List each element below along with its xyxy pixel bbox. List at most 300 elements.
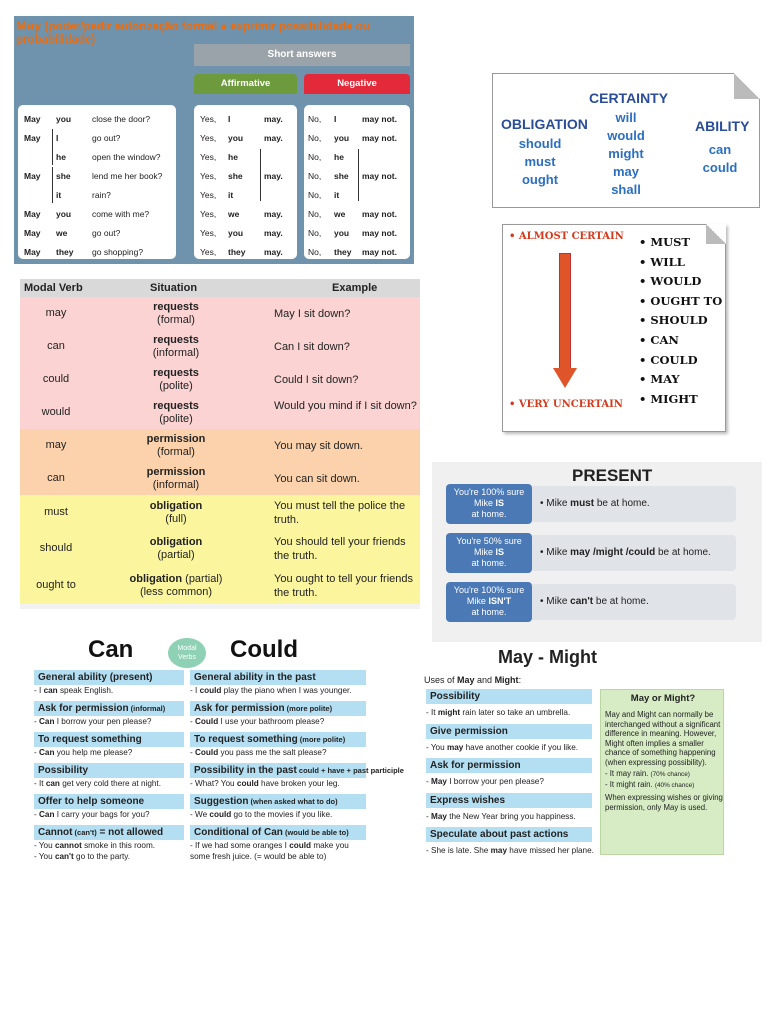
- answer-subject: she: [334, 171, 349, 181]
- affirmative-header: Affirmative: [194, 74, 297, 94]
- ability-heading: ABILITY: [695, 118, 750, 134]
- text-part: have broken your leg.: [258, 779, 340, 788]
- bold-word: IS: [495, 498, 505, 508]
- question-rest: go out?: [92, 228, 121, 238]
- text-part: - We: [190, 810, 210, 819]
- text-part: smoke in this room.: [81, 841, 156, 850]
- answer-verb: may.: [264, 114, 283, 124]
- text-part: - I: [34, 686, 44, 695]
- ability-word: can: [708, 142, 732, 157]
- example-cell: Would you mind if I sit down?: [274, 399, 417, 412]
- affirmative-row: [194, 226, 297, 240]
- bold-word: Can: [39, 717, 55, 726]
- answer-verb: may.: [264, 228, 283, 238]
- no-word: No,: [308, 133, 322, 143]
- section-heading: Possibility: [426, 689, 592, 704]
- yes-word: Yes,: [200, 190, 217, 200]
- question-rest: close the door?: [92, 114, 151, 124]
- section-heading: Give permission: [426, 724, 592, 739]
- answer-subject: you: [228, 133, 244, 143]
- question-row: [18, 150, 176, 164]
- answer-subject: I: [228, 114, 231, 124]
- affirmative-row: [194, 245, 297, 259]
- bold-word: May: [431, 811, 447, 821]
- situation-cell: [112, 400, 240, 426]
- situation-cell: [112, 536, 240, 562]
- question-modal: May: [24, 209, 41, 219]
- table-row: [20, 429, 420, 462]
- text-part: and: [474, 675, 495, 685]
- example-line: [34, 810, 150, 820]
- answer-verb: may.: [264, 133, 283, 143]
- situation-cell: [112, 301, 240, 327]
- heading-text: Ask for permission: [194, 703, 285, 714]
- scale-item: • MAY: [639, 372, 680, 387]
- section-heading: [34, 732, 184, 747]
- explanation-text: May and Might can normally be interchanged without a significant difference in meaning. However, Might often implies a smaller chance of something happening (when expressing possibility).: [605, 710, 721, 767]
- certainty-word: might: [608, 146, 644, 161]
- example-line: [426, 777, 544, 786]
- bold-word: could: [236, 779, 259, 788]
- condition-line: You're 100% sure: [453, 487, 525, 497]
- table-row: [20, 462, 420, 495]
- situation-cell: [112, 466, 240, 492]
- certainty-heading: CERTAINTY: [589, 90, 669, 106]
- text-part: - She is late. She: [426, 846, 491, 855]
- question-rest: lend me her book?: [92, 171, 163, 181]
- bold-word: can: [43, 686, 58, 695]
- situation-main: permission: [146, 465, 206, 478]
- question-subject: she: [56, 171, 71, 181]
- brace-line: [260, 149, 261, 201]
- section-heading: [190, 670, 366, 685]
- almost-certain-label: • ALMOST CERTAIN: [509, 231, 624, 242]
- section-heading: [190, 732, 366, 747]
- bold-word: can't: [54, 851, 74, 861]
- example-line: [190, 810, 332, 820]
- may-title-word: May: [16, 18, 42, 33]
- condition-line: [446, 498, 532, 509]
- certainty-scale-panel: [502, 224, 726, 432]
- answer-subject: you: [334, 133, 350, 143]
- bold-word: could: [209, 810, 232, 819]
- present-condition: [446, 582, 532, 622]
- condition-line: [446, 547, 532, 558]
- bold-word: Can: [39, 810, 55, 819]
- section-heading: [34, 794, 184, 809]
- answer-verb: may not.: [362, 228, 397, 238]
- situation-main: obligation: [149, 536, 203, 548]
- bold-word: Might: [494, 675, 519, 685]
- example-line: [190, 748, 327, 758]
- text-part: - It: [34, 779, 46, 788]
- answer-subject: she: [228, 171, 243, 181]
- text-part: -: [34, 717, 40, 726]
- text-part: - I: [190, 686, 200, 695]
- header-example: Example: [332, 282, 378, 294]
- question-row: [18, 112, 176, 126]
- example-line: [190, 717, 324, 727]
- section-heading: Speculate about past actions: [426, 827, 592, 842]
- situation-detail: (less common): [139, 585, 213, 598]
- arrow-head-icon: [553, 368, 577, 388]
- text-part: :: [518, 675, 522, 685]
- question-row: [18, 245, 176, 259]
- text-part: have missed her plane.: [507, 846, 594, 855]
- scale-item: • COULD: [639, 352, 698, 367]
- text-part: Mike: [473, 498, 496, 508]
- negative-row: [304, 169, 410, 183]
- scale-item: • OUGHT TO: [639, 293, 723, 308]
- text-part: -: [426, 777, 432, 786]
- text-part: the New Year bring you happiness.: [446, 811, 576, 821]
- certainty-word: will: [615, 110, 637, 125]
- text-part: -: [426, 811, 432, 821]
- yes-word: Yes,: [200, 171, 217, 181]
- modal-verbs-badge: Modal Verbs: [168, 638, 206, 668]
- modal-verb-cell: ought to: [36, 578, 76, 591]
- answer-verb: may not.: [362, 247, 397, 257]
- answer-subject: they: [228, 247, 246, 257]
- heading-note: (informal): [128, 704, 166, 713]
- box-example: [605, 780, 723, 791]
- section-heading: [190, 701, 366, 716]
- scale-item: • MIGHT: [639, 391, 698, 406]
- example-cell: You should tell your friends the truth.: [274, 536, 406, 562]
- question-modal: May: [24, 133, 41, 143]
- heading-text: Offer to help someone: [38, 796, 145, 807]
- section-heading: [34, 701, 184, 716]
- obligation-heading: OBLIGATION: [501, 116, 588, 132]
- heading-text: Ask for permission: [38, 703, 129, 714]
- heading-note: (more polite): [297, 735, 346, 744]
- condition-line: You're 50% sure: [456, 536, 522, 546]
- heading-text: To request something: [38, 734, 142, 745]
- situation-main: requests: [153, 300, 199, 313]
- text-part: • Mike: [540, 596, 571, 607]
- text-part: - You: [34, 841, 55, 850]
- section-heading: Express wishes: [426, 793, 592, 808]
- present-title: PRESENT: [572, 466, 653, 485]
- text-part: I use your bathroom please?: [218, 717, 325, 726]
- obligation-word: should: [518, 136, 562, 151]
- certainty-word: shall: [611, 182, 641, 197]
- condition-line: at home.: [471, 607, 507, 617]
- heading-note: (when asked what to do): [248, 797, 338, 806]
- may-might-title: May - Might: [498, 647, 597, 667]
- yes-word: Yes,: [200, 114, 217, 124]
- negative-row: [304, 131, 410, 145]
- question-rest: open the window?: [92, 152, 161, 162]
- answer-subject: it: [334, 190, 340, 200]
- section-heading: [190, 794, 366, 809]
- example-line: [426, 846, 594, 855]
- situation-main: obligation (partial): [129, 572, 223, 585]
- modal-verb-cell: may: [45, 306, 67, 319]
- negative-row: [304, 188, 410, 202]
- may-might-panel: [424, 645, 754, 859]
- text-part: - What? You: [190, 779, 237, 788]
- brace-line: [358, 149, 359, 201]
- header-modal-verb: Modal Verb: [24, 282, 83, 294]
- affirmative-row: [194, 188, 297, 202]
- answer-verb: may not.: [362, 133, 397, 143]
- table-row: [20, 396, 420, 429]
- affirmative-row: [194, 112, 297, 126]
- example-line: [190, 779, 340, 789]
- answer-verb: may.: [264, 209, 283, 219]
- answer-subject: we: [228, 209, 240, 219]
- answer-verb: may not.: [362, 171, 397, 181]
- question-rest: rain?: [92, 190, 111, 200]
- header-situation: Situation: [150, 282, 198, 294]
- example-line: [34, 779, 161, 789]
- heading-note: (more polite): [284, 704, 333, 713]
- negative-row: [304, 207, 410, 221]
- answer-subject: they: [334, 247, 352, 257]
- bold-word: can't: [570, 596, 594, 607]
- certainty-panel: [492, 73, 760, 208]
- situation-cell: [112, 367, 240, 393]
- example-line: [426, 743, 578, 752]
- text-part: you help me please?: [54, 748, 133, 757]
- example-line: [34, 841, 155, 851]
- example-cell: You ought to tell your friends the truth.: [274, 572, 414, 599]
- yes-word: Yes,: [200, 247, 217, 257]
- may-or-might-title: May or Might?: [630, 693, 696, 704]
- table-row: [20, 567, 420, 604]
- example-line: [34, 717, 151, 727]
- very-uncertain-label: • VERY UNCERTAIN: [509, 399, 623, 410]
- yes-word: Yes,: [200, 133, 217, 143]
- text-part: make you: [311, 841, 349, 850]
- situation-main: obligation: [149, 500, 203, 512]
- text-part: be at home.: [655, 547, 711, 558]
- text-part: - It might rain.: [605, 779, 655, 789]
- answer-verb: may not.: [362, 114, 397, 124]
- question-rest: go shopping?: [92, 247, 144, 257]
- affirmative-row: [194, 207, 297, 221]
- example-line: [34, 748, 132, 758]
- heading-note: could + have + past participle: [296, 766, 404, 775]
- example-line: [190, 686, 352, 696]
- question-subject: you: [56, 114, 72, 124]
- table-header: [20, 279, 420, 297]
- section-heading: Ask for permission: [426, 758, 592, 773]
- text-part: I borrow your pen please?: [54, 717, 152, 726]
- present-example: [532, 584, 736, 620]
- situation-cell: [112, 500, 240, 526]
- question-subject: you: [56, 209, 72, 219]
- yes-word: Yes,: [200, 209, 217, 219]
- negative-header: Negative: [304, 74, 410, 94]
- text-part: get very cold there at night.: [59, 779, 161, 788]
- box-example: [605, 769, 723, 780]
- bold-word: may /might /could: [570, 547, 656, 558]
- situation-detail: (informal): [152, 346, 200, 359]
- text-part: I carry your bags for you?: [54, 810, 150, 819]
- situation-main: requests: [153, 399, 199, 412]
- no-word: No,: [308, 228, 322, 238]
- question-subject: we: [56, 228, 68, 238]
- section-heading: [190, 825, 366, 840]
- question-row: [18, 188, 176, 202]
- may-title: [16, 19, 412, 47]
- may-or-might-body: [605, 710, 723, 812]
- situation-detail: (partial): [157, 549, 195, 561]
- text-part: -: [34, 748, 40, 757]
- modal-verb-cell: could: [42, 372, 70, 385]
- example-cell: Could I sit down?: [274, 373, 359, 386]
- example-line: [190, 852, 326, 862]
- situation-cell: [112, 573, 240, 599]
- condition-line: at home.: [471, 558, 507, 568]
- negative-row: [304, 112, 410, 126]
- yes-word: Yes,: [200, 152, 217, 162]
- text-part: - It: [426, 708, 438, 717]
- could-title: Could: [230, 636, 298, 663]
- example-cell: May I sit down?: [274, 307, 351, 320]
- text-part: play the piano when I was younger.: [221, 686, 352, 695]
- present-panel: [432, 462, 762, 642]
- text-part: some fresh juice. (= would be able to): [190, 851, 327, 861]
- example-line: [34, 686, 113, 696]
- heading-text: Conditional of Can: [194, 827, 283, 838]
- text-part: - You: [426, 742, 447, 752]
- certainty-word: would: [607, 128, 645, 143]
- heading-text: To request something: [194, 734, 298, 745]
- situation-main: requests: [153, 333, 199, 346]
- example-cell: You can sit down.: [274, 472, 360, 485]
- example-line: [190, 841, 349, 851]
- modal-verb-cell: must: [44, 506, 68, 518]
- question-row: [18, 131, 176, 145]
- example-cell: Can I sit down?: [274, 340, 350, 353]
- condition-line: You're 100% sure: [453, 585, 525, 595]
- brace-line: [52, 167, 53, 203]
- question-modal: May: [24, 247, 41, 257]
- text-part: be at home.: [593, 596, 649, 607]
- modal-verb-cell: may: [45, 438, 67, 451]
- box-tail: When expressing wishes or giving permission, only May is used.: [605, 793, 723, 812]
- affirmative-row: [194, 169, 297, 183]
- heading-text: General ability (present): [38, 672, 153, 683]
- text-part: go to the party.: [73, 851, 131, 861]
- table-row: [20, 330, 420, 363]
- modal-verb-table: [20, 279, 420, 609]
- situation-cell: [112, 433, 240, 459]
- modal-verb-cell: can: [47, 339, 65, 352]
- heading-tail: = not allowed: [96, 827, 164, 838]
- condition-line: at home.: [471, 509, 507, 519]
- heading-note: (would be able to): [282, 828, 349, 837]
- can-could-panel: [34, 634, 404, 870]
- situation-detail: (informal): [152, 478, 200, 491]
- short-answers-header: Short answers: [194, 44, 410, 66]
- no-word: No,: [308, 152, 322, 162]
- question-rest: come with me?: [92, 209, 150, 219]
- bold-word: could: [199, 686, 222, 695]
- modal-verb-cell: should: [39, 542, 73, 554]
- example-line: [426, 812, 576, 821]
- text-part: rain later so take an umbrella.: [460, 708, 571, 717]
- heading-text: Suggestion: [194, 796, 249, 807]
- question-subject: it: [56, 190, 62, 200]
- situation-cell: [112, 334, 240, 360]
- table-row: [20, 531, 420, 567]
- section-heading: [34, 763, 184, 778]
- table-row: [20, 495, 420, 531]
- bold-word: ISN'T: [488, 596, 512, 606]
- text-part: Mike: [466, 596, 489, 606]
- text-part: - It may rain.: [605, 769, 651, 778]
- answer-verb: may not.: [362, 209, 397, 219]
- bold-word: might: [437, 708, 461, 717]
- bold-word: IS: [495, 547, 505, 557]
- answer-subject: you: [334, 228, 350, 238]
- scale-item: • WOULD: [639, 274, 702, 289]
- negative-box: [304, 105, 410, 259]
- bold-word: Could: [195, 748, 219, 757]
- may-or-might-box: [600, 689, 724, 855]
- answer-subject: he: [334, 152, 344, 162]
- scale-item: • SHOULD: [639, 313, 708, 328]
- situation-detail: (formal): [157, 445, 195, 458]
- heading-text: Possibility in the past: [194, 765, 297, 776]
- bold-word: could: [289, 841, 312, 850]
- text-part: • Mike: [540, 498, 571, 509]
- answer-subject: you: [228, 228, 244, 238]
- text-part: - If we had some oranges I: [190, 841, 290, 850]
- text-part: be at home.: [594, 498, 650, 509]
- chance-note: (40% chance): [654, 781, 695, 789]
- bold-word: cannot: [54, 841, 82, 850]
- affirmative-row: [194, 150, 297, 164]
- text-part: -: [190, 748, 196, 757]
- negative-row: [304, 226, 410, 240]
- text-part: have another cookie if you like.: [463, 742, 579, 752]
- bold-word: can: [45, 779, 60, 788]
- yes-word: Yes,: [200, 228, 217, 238]
- scale-item: • MUST: [639, 235, 690, 249]
- page-fold-corner: [734, 73, 760, 99]
- may-title-rest: (poder/pedir autorização formal ● exprimir possibilidade ou probabilidade): [16, 21, 370, 46]
- question-box: [18, 105, 176, 259]
- heading-text: Cannot: [38, 827, 73, 838]
- modal-verb-cell: can: [47, 471, 65, 484]
- question-modal: May: [24, 114, 41, 124]
- situation-detail: (full): [165, 513, 187, 525]
- can-title: Can: [88, 636, 134, 663]
- obligation-word: must: [524, 154, 556, 169]
- may-might-uses: [424, 675, 521, 685]
- certainty-word: may: [612, 164, 640, 179]
- situation-detail: (formal): [157, 313, 195, 326]
- question-modal: May: [24, 228, 41, 238]
- may-panel: [14, 16, 414, 264]
- situation-main: requests: [153, 366, 199, 379]
- situation-detail: (polite): [159, 379, 193, 392]
- question-subject: he: [56, 152, 66, 162]
- present-condition: [446, 484, 532, 524]
- answer-subject: he: [228, 152, 238, 162]
- present-example: [532, 535, 736, 571]
- down-arrow-icon: [559, 253, 571, 369]
- scale-item: • CAN: [639, 333, 679, 347]
- text-part: go to the movies if you like.: [231, 810, 333, 819]
- bold-word: Could: [195, 717, 219, 726]
- question-rest: go out?: [92, 133, 121, 143]
